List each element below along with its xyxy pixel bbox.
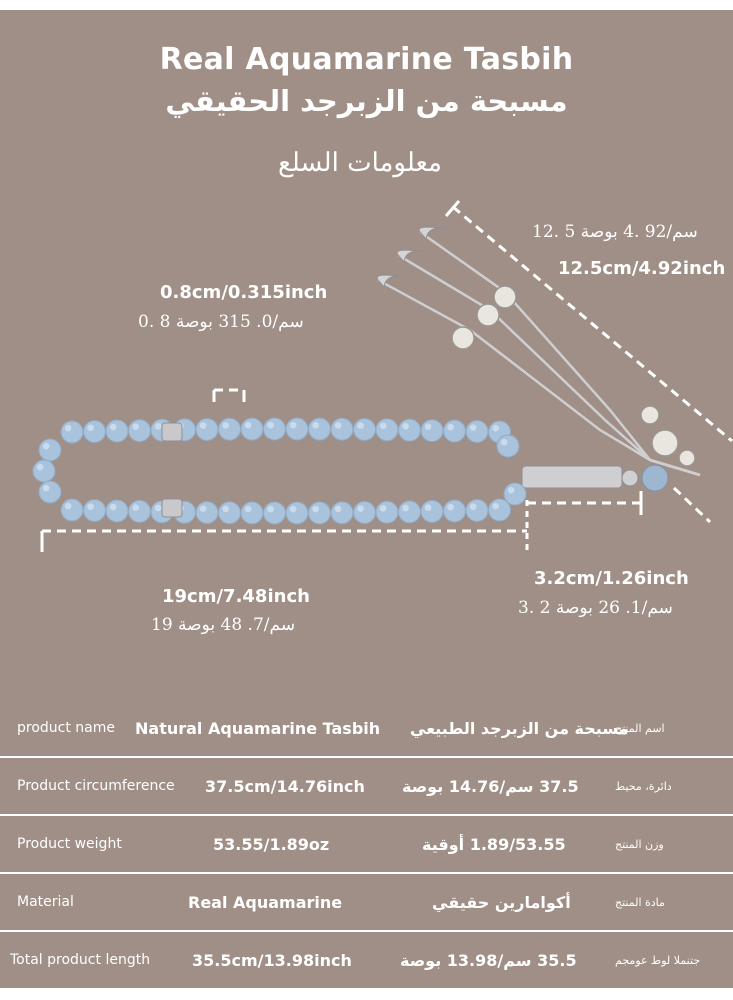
bead-highlight: [380, 423, 387, 430]
aquamarine-bead: [84, 499, 106, 521]
bead-highlight: [447, 424, 454, 431]
row-label-en: Product weight: [17, 836, 122, 852]
bead-highlight: [132, 504, 139, 511]
pearl-bead: [477, 304, 499, 326]
bead-highlight: [335, 506, 342, 513]
aquamarine-bead: [399, 419, 421, 441]
pearl-bead: [494, 286, 516, 308]
aquamarine-bead: [497, 435, 519, 457]
aquamarine-bead: [129, 420, 151, 442]
product-info-card: [0, 10, 733, 990]
bead-highlight: [110, 504, 117, 511]
product-title-ar: مسبحة من الزبرجد الحقيقي: [165, 84, 568, 118]
row-value-ar: مسبحة من الزبرجد الطبيعي: [410, 718, 629, 738]
table-row: [0, 932, 733, 990]
pearl-bead: [652, 430, 678, 456]
aquamarine-bead: [39, 481, 61, 503]
bead-highlight: [492, 503, 499, 510]
bead-highlight: [222, 506, 229, 513]
aquamarine-bead: [61, 499, 83, 521]
aquamarine-bead: [286, 502, 308, 524]
table-row: [0, 874, 733, 932]
bead-highlight: [357, 422, 364, 429]
sword-charm-2: [397, 250, 426, 262]
sword-charm-1: [419, 227, 448, 239]
bead-highlight: [37, 464, 44, 471]
tassel-guide-end: [674, 488, 710, 522]
silver-spacer: [162, 423, 182, 441]
aquamarine-bead: [399, 501, 421, 523]
bead-highlight: [43, 443, 50, 450]
imame-silver-tube: [522, 466, 622, 488]
aquamarine-bead: [264, 502, 286, 524]
bead-size-ar: 0. 8 سم/0. 315 بوصة: [138, 312, 304, 332]
aquamarine-bead: [376, 419, 398, 441]
aquamarine-bead: [286, 418, 308, 440]
strand-length-en: 19cm/7.48inch: [162, 586, 310, 607]
row-label-en: Total product length: [10, 952, 151, 968]
bead-highlight: [425, 504, 432, 511]
connector-length-ar: 3. 2 سم/1. 26 بوصة: [518, 598, 673, 618]
aquamarine-bead: [504, 483, 526, 505]
bead-highlight: [155, 423, 162, 430]
bead-highlight: [132, 423, 139, 430]
table-row: [0, 700, 733, 758]
dimension-guides: [42, 201, 732, 552]
bead-highlight: [492, 425, 499, 432]
strand-length-ar: 19 سم/7. 48 بوصة: [151, 615, 296, 635]
bead-highlight: [335, 422, 342, 429]
row-value-en: 35.5cm/13.98inch: [192, 950, 352, 970]
tassel-length-ar: 12. 5 سم/92 .4 بوصة: [532, 222, 698, 242]
bead-highlight: [290, 506, 297, 513]
bead-highlight: [43, 485, 50, 492]
aquamarine-bead: [309, 418, 331, 440]
bead-highlight: [65, 425, 72, 432]
bead-highlight: [501, 439, 508, 446]
aquamarine-bead: [106, 500, 128, 522]
aquamarine-bead: [264, 418, 286, 440]
row-label-ar: مادة المنتج: [615, 895, 665, 909]
bead-highlight: [470, 503, 477, 510]
table-row: [0, 758, 733, 816]
aquamarine-bead: [354, 418, 376, 440]
imame-connector: [522, 465, 668, 491]
ornate-silver-bead: [679, 450, 695, 466]
bead-highlight: [267, 506, 274, 513]
silver-spacer: [162, 499, 182, 517]
aquamarine-bead: [84, 421, 106, 443]
row-label-ar: وزن المنتج: [615, 837, 664, 851]
bead-size-en: 0.8cm/0.315inch: [160, 282, 328, 303]
aquamarine-bead: [241, 502, 263, 524]
aquamarine-bead: [421, 420, 443, 442]
aquamarine-bead: [444, 420, 466, 442]
row-value-ar: أكوامارين حقيقي: [432, 892, 571, 912]
aquamarine-bead: [33, 460, 55, 482]
aquamarine-bead: [196, 418, 218, 440]
bead-highlight: [380, 505, 387, 512]
row-label-ar: جتنملا لوط عومجم: [615, 953, 701, 967]
bead-highlight: [245, 506, 252, 513]
aquamarine-bead: [331, 502, 353, 524]
bead-highlight: [110, 424, 117, 431]
aquamarine-bead: [421, 500, 443, 522]
sword-charm-3: [377, 275, 406, 287]
row-value-ar: 37.5 سم/14.76 بوصة: [402, 776, 579, 796]
pearl-bead: [452, 327, 474, 349]
bead-highlight: [312, 422, 319, 429]
bead-highlight: [87, 503, 94, 510]
tassel-length-en: 12.5cm/4.92inch: [558, 258, 726, 279]
aquamarine-bead: [466, 421, 488, 443]
aquamarine-bead: [444, 500, 466, 522]
bead-highlight: [87, 424, 94, 431]
bead-highlight: [402, 505, 409, 512]
aquamarine-bead: [376, 501, 398, 523]
bead-highlight: [508, 487, 515, 494]
bead-highlight: [447, 504, 454, 511]
row-value-en: Real Aquamarine: [188, 892, 343, 912]
bead-highlight: [402, 423, 409, 430]
bead-highlight: [267, 422, 274, 429]
aquamarine-bead: [106, 420, 128, 442]
row-label-ar: اسم المنتج: [615, 721, 665, 735]
row-value-en: 53.55/1.89oz: [213, 834, 330, 854]
aquamarine-bead: [196, 502, 218, 524]
bead-highlight: [200, 505, 207, 512]
row-label-en: Material: [17, 894, 74, 910]
ornate-silver-bead: [641, 406, 659, 424]
row-value-en: Natural Aquamarine Tasbih: [135, 718, 381, 738]
bead-highlight: [155, 505, 162, 512]
imame-silver-bead: [622, 470, 638, 486]
bead-highlight: [245, 422, 252, 429]
aquamarine-bead: [129, 500, 151, 522]
bead-highlight: [470, 424, 477, 431]
product-info-subtitle: معلومات السلع: [278, 148, 442, 178]
product-title-en: Real Aquamarine Tasbih: [159, 42, 574, 77]
row-value-ar: 1.89/53.55 أوقية: [422, 834, 566, 854]
aquamarine-bead: [61, 421, 83, 443]
bead-highlight: [222, 422, 229, 429]
row-value-en: 37.5cm/14.76inch: [205, 776, 365, 796]
bead-highlight: [200, 422, 207, 429]
table-row: [0, 816, 733, 874]
bead-highlight: [425, 423, 432, 430]
aquamarine-bead: [354, 502, 376, 524]
imame-blue-bead: [642, 465, 668, 491]
bead-highlight: [357, 505, 364, 512]
row-value-ar: 35.5 سم/13.98 بوصة: [400, 950, 577, 970]
row-label-en: Product circumference: [17, 778, 175, 794]
connector-length-en: 3.2cm/1.26inch: [534, 568, 689, 589]
bead-highlight: [290, 422, 297, 429]
bead-highlight: [312, 506, 319, 513]
aquamarine-bead: [219, 418, 241, 440]
aquamarine-bead: [331, 418, 353, 440]
aquamarine-bead: [39, 439, 61, 461]
row-label-ar: دائرة، محيط: [615, 779, 672, 793]
bead-highlight: [65, 503, 72, 510]
aquamarine-bead: [466, 499, 488, 521]
row-label-en: product name: [17, 720, 115, 736]
tassel-pearls: [452, 286, 695, 466]
aquamarine-bead: [219, 502, 241, 524]
aquamarine-bead: [241, 418, 263, 440]
bead-loop: [33, 418, 526, 524]
aquamarine-bead: [309, 502, 331, 524]
